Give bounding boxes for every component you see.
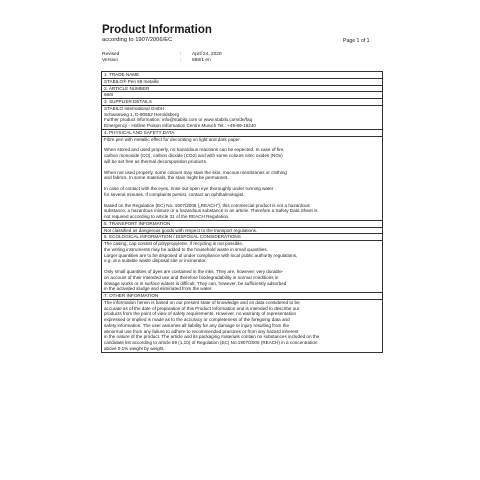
section-heading: 5. TRANSPORT INFORMATION	[102, 221, 382, 228]
text-line: on account of their intended use and therefore biodegradability in normal conditions in	[104, 274, 279, 280]
text-line: Not classified as dangerous goods with respect to the transport regulations.	[104, 227, 258, 233]
version-sep: :	[180, 58, 182, 64]
text-line: Larger quantities are to be disposed of under compliance with local public authority regulations,	[104, 252, 298, 258]
text-line: The information herein is based on our present state of knowledge and on data considered to be	[104, 299, 300, 305]
text-line: above 0.1% weight by weight.	[104, 345, 165, 351]
page-title: Product Information	[102, 24, 212, 36]
text-line: Based on the Regulation (EC) No. 1907/2006 („REACH“), this commercial product is not a hazardous	[104, 202, 310, 208]
text-line: candidate list according to article 59 (1,10) of Regulation (EC) No.1907/2006 (REACH) in a concentration	[104, 340, 318, 345]
text-line: STABILO® Pen 68 metallic	[104, 78, 160, 84]
text-line: In case of contact with the eyes, rinse out open eye thoroughly under running water	[104, 186, 274, 191]
section-heading: 6. ECOLOGICAL INFORMATION / DISPOSAL CONSIDERATIONS	[102, 234, 382, 241]
text-line: sewage works or in surface waters is difficult. They can, however, be sufficiently adsorbed	[104, 280, 287, 286]
section-1	[101, 71, 383, 86]
text-line: Only small quantities of dyes are contained in the inks. They are, however, very durable-	[104, 269, 284, 274]
page-number: Page 1 of 1	[343, 38, 370, 44]
text-line: When not used properly, some colours may stain the skin, mucous membranes or clothing	[104, 169, 287, 175]
page-subtitle: according to 1907/2006/EC	[102, 37, 173, 43]
text-line: The casing, cap consist of polypropylene. If recycling is not possible,	[104, 241, 244, 246]
section-5	[101, 221, 383, 235]
version-label: Version	[102, 58, 118, 64]
section-heading: 2. ARTICLE NUMBER	[102, 86, 382, 93]
text-line: will be set free as thermal decomposition products.	[104, 158, 208, 164]
revision-info	[102, 52, 222, 65]
section-7	[101, 293, 383, 353]
section-heading: 4. PHYSICAL AND SAFETY DATA	[102, 130, 382, 137]
section-body	[102, 92, 382, 98]
text-line: expressed or implied is made as to the accuracy or completeness of the foregoing data and	[104, 317, 290, 322]
text-line: not required according to article 31 of the REACH Regulation.	[104, 214, 230, 219]
section-6	[101, 234, 383, 293]
text-line: in the nature of the product. The article and its packaging materials contain no substances included on the	[104, 334, 320, 340]
text-line: Further product information: info@stabilo.com or www.stabilo.com/de/faq	[104, 117, 253, 123]
section-body	[102, 79, 382, 85]
revised-value: April 24, 2020	[192, 52, 222, 57]
section-body	[102, 106, 382, 129]
section-body	[102, 228, 382, 234]
text-line: Fibre pen with metallic effect for decorating on light and dark paper.	[104, 136, 241, 142]
section-body	[102, 137, 382, 220]
section-body	[102, 241, 382, 292]
text-line: in the activated sludge and eliminated from the water.	[104, 286, 213, 292]
section-4	[101, 130, 383, 221]
text-line: and fabrics. In some materials, the stain might be permanent.	[104, 175, 229, 181]
text-line: the writing instruments may be added to the household waste in small quantities.	[104, 246, 268, 252]
text-line: substance, a hazardous mixture or a hazardous substance in an article. Therefore a Safety Data Sheet is	[104, 208, 318, 214]
text-line: When stored and used properly, no hazardous reactions can be expected. In case of fire,	[104, 147, 285, 153]
text-line: e.g. at a suitable waste disposal site or incinerator.	[104, 258, 207, 264]
version-row	[102, 58, 222, 64]
info-table	[101, 71, 383, 353]
text-line: accurate as of the date of preparation of this Product Information and is intended to describe our	[104, 305, 300, 311]
section-heading: 3. SUPPLIER DETAILS	[102, 99, 382, 106]
text-line: for several minutes. If complaints persist, contact an ophthalmologist.	[104, 191, 245, 197]
section-2	[101, 86, 383, 100]
text-line: Schwanweg 1, D-90562 Heroldsberg	[104, 111, 180, 117]
text-line: STABILO International GmbH	[104, 105, 165, 111]
text-line: Emergency - Hotline Poison Information Centre Munich Tel.: +49-89-19240	[104, 123, 256, 128]
text-line: carbon monoxide (CO), carbon dioxide (CO2) and with some colours nitric oxides (NOx)	[104, 153, 283, 158]
section-body	[102, 300, 382, 352]
text-line: products from the point of view of safety requirements. However, no warranty of representation	[104, 311, 297, 317]
text-line: 68/8	[104, 92, 113, 98]
text-line: abnormal use from any failure to adhere to recommended practices or from any hazard inherent	[104, 328, 299, 334]
text-line: safety information. The user assumes all liability for any damage or injury resulting from the	[104, 322, 290, 328]
revised-label: Revised	[102, 52, 120, 57]
section-heading: 1. TRADE NAME	[102, 72, 382, 79]
section-3	[101, 99, 383, 130]
revised-sep: :	[180, 52, 182, 57]
version-value: 688/1 en	[192, 58, 211, 64]
section-heading: 7. OTHER INFORMATION	[102, 293, 382, 300]
